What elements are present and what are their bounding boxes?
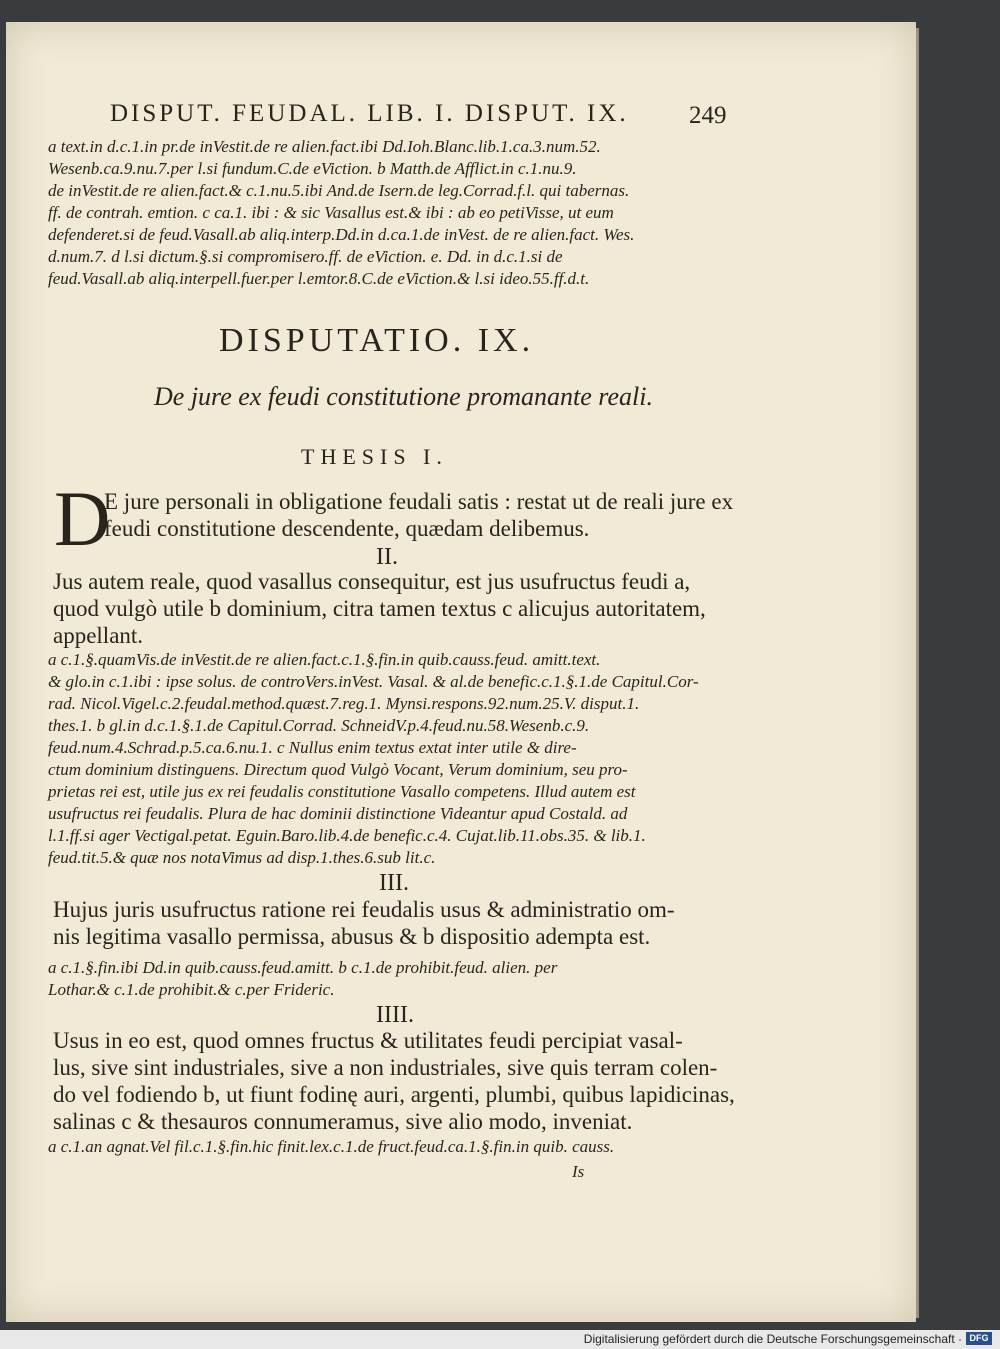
footnote-line: & glo.in c.1.ibi : ipse solus. de controVers.inVest. Vasal. & al.de benefic.c.1.§.1.de Capitul.Cor- — [48, 672, 699, 691]
footnote-line: d.num.7. d l.si dictum.§.si compromisero.ff. de eViction. e. Dd. in d.c.1.si de — [48, 247, 563, 266]
text-line: quod vulgò utile b dominium, citra tamen textus c alicujus autoritatem, — [53, 596, 706, 621]
text-line: feudi constitutione descendente, quædam delibemus. — [104, 516, 590, 541]
text-line: Hujus juris usufructus ratione rei feudalis usus & administratio om- — [53, 897, 675, 922]
thesis-2-text — [53, 568, 706, 649]
disputation-heading: DISPUTATIO. IX. — [219, 322, 535, 359]
text-line: nis legitima vasallo permissa, abusus & b dispositio adempta est. — [53, 924, 651, 949]
footnote-line: rad. Nicol.Vigel.c.2.feudal.method.quæst.7.reg.1. Mynsi.respons.92.num.25.V. disput.1. — [48, 694, 640, 713]
footnote-line: feud.num.4.Schrad.p.5.ca.6.nu.1. c Nullus enim textus extat inter utile & dire- — [48, 738, 577, 757]
book-page — [6, 22, 916, 1322]
footnote-line: a text.in d.c.1.in pr.de inVestit.de re alien.fact.ibi Dd.Ioh.Blanc.lib.1.ca.3.num.52. — [48, 137, 601, 156]
top-footnotes — [48, 136, 634, 290]
text-line: Usus in eo est, quod omnes fructus & utilitates feudi percipiat vasal- — [53, 1028, 683, 1053]
footnote-line: Wesenb.ca.9.nu.7.per l.si fundum.C.de eViction. b Matth.de Afflict.in c.1.nu.9. — [48, 159, 577, 178]
footnote-line: defenderet.si de feud.Vasall.ab aliq.interp.Dd.in d.ca.1.de inVest. de re alien.fact. Wes. — [48, 225, 635, 244]
dfg-logo-icon: DFG — [966, 1332, 992, 1345]
footnote-line: Lothar.& c.1.de prohibit.& c.per Frideric. — [48, 980, 335, 999]
footnote-line: de inVestit.de re alien.fact.& c.1.nu.5.ibi And.de Isern.de leg.Corrad.f.l. qui tabernas. — [48, 181, 630, 200]
thesis-2-numeral: II. — [376, 544, 398, 570]
running-head: DISPUT. FEUDAL. LIB. I. DISPUT. IX. — [110, 100, 629, 127]
text-line: salinas c & thesauros connumeramus, sive alio modo, inveniat. — [53, 1109, 633, 1134]
footnote-line: thes.1. b gl.in d.c.1.§.1.de Capitul.Corrad. SchneidV.p.4.feud.nu.58.Wesenb.c.9. — [48, 716, 590, 735]
thesis-4-numeral: IIII. — [376, 1002, 414, 1028]
text-line: lus, sive sint industriales, sive a non industriales, sive quis terram colen- — [53, 1055, 718, 1080]
footnote-line: a c.1.§.fin.ibi Dd.in quib.causs.feud.amitt. b c.1.de prohibit.feud. alien. per — [48, 958, 558, 977]
footnote-line: ff. de contrah. emtion. c ca.1. ibi : & sic Vasallus est.& ibi : ab eo petiVisse, ut eum — [48, 203, 614, 222]
thesis-3-footnotes — [48, 957, 557, 1001]
thesis-1-text — [104, 488, 733, 542]
thesis-3-text — [53, 896, 675, 950]
catchword: Is — [572, 1162, 585, 1181]
thesis-3-numeral: III. — [379, 870, 409, 896]
text-line: E jure personali in obligatione feudali satis : restat ut de reali jure ex — [104, 489, 734, 514]
text-line: Jus autem reale, quod vasallus consequitur, est jus usufructus feudi a, — [53, 569, 691, 594]
thesis-2-footnotes — [48, 649, 699, 869]
footnote-line: a c.1.an agnat.Vel fil.c.1.§.fin.hic finit.lex.c.1.de fruct.feud.ca.1.§.fin.in quib. causs. — [48, 1137, 615, 1156]
text-line: do vel fodiendo b, ut fiunt fodinę auri, argenti, plumbi, quibus lapidicinas, — [53, 1082, 735, 1107]
footnote-line: feud.tit.5.& quæ nos notaVimus ad disp.1.thes.6.sub lit.c. — [48, 848, 436, 867]
drop-cap: D — [54, 475, 111, 562]
footnote-line: a c.1.§.quamVis.de inVestit.de re alien.fact.c.1.§.fin.in quib.causs.feud. amitt.text. — [48, 650, 601, 669]
footnote-line: usufructus rei feudalis. Plura de hac dominii distinctione Videantur apud Costald. ad — [48, 804, 628, 823]
digitization-credit: Digitalisierung gefördert durch die Deutsche Forschungsgemeinschaft · — [583, 1332, 962, 1346]
thesis-4-text — [53, 1027, 735, 1135]
footnote-line: feud.Vasall.ab aliq.interpell.fuer.per l.emtor.8.C.de eViction.& l.si ideo.55.ff.d.t. — [48, 269, 590, 288]
footnote-line: prietas rei est, utile jus ex rei feudalis constitutione Vasallo competens. Illud autem est — [48, 782, 636, 801]
thesis-title: THESIS I. — [301, 444, 448, 469]
text-line: appellant. — [53, 623, 144, 648]
disputation-subheading: De jure ex feudi constitutione promanante reali. — [154, 382, 653, 411]
page-number: 249 — [689, 102, 727, 129]
thesis-4-footnotes — [48, 1136, 614, 1158]
footnote-line: l.1.ff.si ager Vectigal.petat. Eguin.Baro.lib.4.de benefic.c.4. Cujat.lib.11.obs.35. & lib.1. — [48, 826, 646, 845]
footnote-line: ctum dominium distinguens. Directum quod Vulgò Vocant, Verum dominium, seu pro- — [48, 760, 628, 779]
